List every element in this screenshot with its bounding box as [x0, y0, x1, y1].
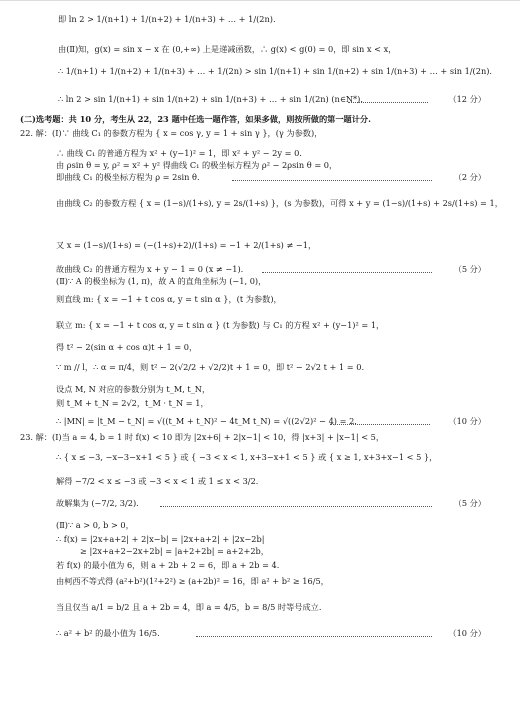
dot-leader: [348, 102, 428, 103]
line-18: 设点 M, N 对应的参数分别为 t_M, t_N，: [56, 384, 211, 394]
score-5: （5 分）: [453, 498, 486, 508]
line-8: 由 ρsin θ = y, ρ² = x² + y² 得曲线 C₁ 的极坐标方程为 ρ² − 2ρsin θ = 0，: [56, 160, 338, 170]
score-2: （2 分）: [453, 172, 486, 182]
line-17: ∵ m // l，∴ α = π/4，则 t² − 2(√2/2 + √2/2)t + 1 = 0，即 t² − 2√2 t + 1 = 0.: [56, 362, 365, 372]
line-30: 当且仅当 a/1 = b/2 且 a + 2b = 4，即 a = 4/5，b = 8/5 时等号成立.: [56, 602, 322, 612]
line-20: ∴ |MN| = |t_M − t_N| = √((t_M + t_N)² − 4t_M t_N) = √((2√2)² − 4) = 2.: [56, 416, 357, 426]
dot-leader: [196, 636, 432, 637]
line-25: (Ⅱ)∵ a > 0, b > 0，: [56, 520, 134, 530]
dot-leader: [262, 272, 432, 273]
line-11: 又 x = (1−s)/(1+s) = (−(1+s)+2)/(1+s) = −1 + 2/(1+s) ≠ −1，: [56, 240, 317, 250]
line-23: 解得 −7/2 < x ≤ −3 或 −3 < x < 1 或 1 ≤ x < 3/2.: [56, 476, 259, 486]
dot-leader: [330, 424, 430, 425]
line-24: 故解集为 (−7/2, 3/2).: [56, 498, 139, 508]
line-1: 即 ln 2 > 1/(n+1) + 1/(n+2) + 1/(n+3) + … + 1/(2n).: [58, 14, 276, 24]
line-29: 由柯西不等式得 (a²+b²)(1²+2²) ≥ (a+2b)² = 16，即 a² + b² ≥ 16/5，: [56, 576, 329, 586]
line-22: ∴ { x ≤ −3, −x−3−x+1 < 5 } 或 { −3 < x < 1, x+3−x+1 < 5 } 或 { x ≥ 1, x+3+x−1 < 5 }，: [56, 452, 438, 462]
dot-leader: [160, 506, 432, 507]
line-28: 若 f(x) 的最小值为 6，则 a + 2b + 2 = 6，即 a + 2b = 4.: [56, 560, 280, 570]
line-9: 即曲线 C₁ 的极坐标方程为 ρ = 2sin θ.: [56, 172, 200, 182]
line-12: 故曲线 C₂ 的普通方程为 x + y − 1 = 0 (x ≠ −1).: [56, 264, 244, 274]
line-16: 得 t² − 2(sin α + cos α)t + 1 = 0，: [56, 342, 198, 352]
line-19: 则 t_M + t_N = 2√2，t_M · t_N = 1，: [56, 398, 209, 408]
line-21: 23. 解：(Ⅰ)当 a = 4, b = 1 时 f(x) < 10 即为 |2x+6| + 2|x−1| < 10，得 |x+3| + |x−1| < 5，: [20, 432, 385, 442]
line-31: ∴ a² + b² 的最小值为 16/5.: [56, 628, 160, 638]
line-27: ≥ |2x+a+2−2x+2b| = |a+2+2b| = a+2+2b，: [80, 546, 269, 556]
line-4: ∴ ln 2 > sin 1/(n+1) + sin 1/(n+2) + sin 1/(n+3) + … + sin 1/(2n) (n∈N*).: [58, 94, 363, 104]
score-6: （10 分）: [448, 628, 486, 638]
line-3: ∴ 1/(n+1) + 1/(n+2) + 1/(n+3) + … + 1/(2n) > sin 1/(n+1) + sin 1/(n+2) + sin 1/(n+3) + … + sin 1/(2n).: [58, 66, 493, 76]
line-7: ∴ 曲线 C₁ 的普通方程为 x² + (y−1)² = 1，即 x² + y² − 2y = 0.: [56, 148, 302, 158]
line-26: ∴ f(x) = |2x+a+2| + 2|x−b| = |2x+a+2| + |2x−2b|: [56, 534, 265, 544]
top-border: [0, 0, 520, 1]
dot-leader: [232, 180, 432, 181]
line-14: 则直线 m: { x = −1 + t cos α, y = t sin α }，(t 为参数)，: [56, 294, 282, 304]
line-10: 由曲线 C₂ 的参数方程 { x = (1−s)/(1+s), y = 2s/(1+s) }，(s 为参数)，可得 x + y = (1−s)/(1+s) + 2s/(1+s) = 1，: [56, 198, 503, 208]
score-1: （12 分）: [448, 94, 486, 104]
line-15: 联立 m: { x = −1 + t cos α, y = t sin α } (t 为参数) 与 C₁ 的方程 x² + (y−1)² = 1，: [56, 320, 385, 330]
score-3: （5 分）: [453, 264, 486, 274]
section-heading: (二)选考题：共 10 分，考生从 22，23 题中任选一题作答，如果多做，则按所做的第一题计分.: [20, 114, 371, 124]
line-6: 22. 解：(Ⅰ)∵ 曲线 C₁ 的参数方程为 { x = cos γ, y = 1 + sin γ }，(γ 为参数)，: [20, 128, 323, 138]
line-13: (Ⅱ)∵ A 的极坐标为 (1, π)，故 A 的直角坐标为 (−1, 0)，: [56, 276, 267, 286]
line-2: 由(Ⅱ)知，g(x) = sin x − x 在 (0,+∞) 上是递减函数，∴ g(x) < g(0) = 0，即 sin x < x，: [58, 44, 397, 54]
score-4: （10 分）: [448, 416, 486, 426]
